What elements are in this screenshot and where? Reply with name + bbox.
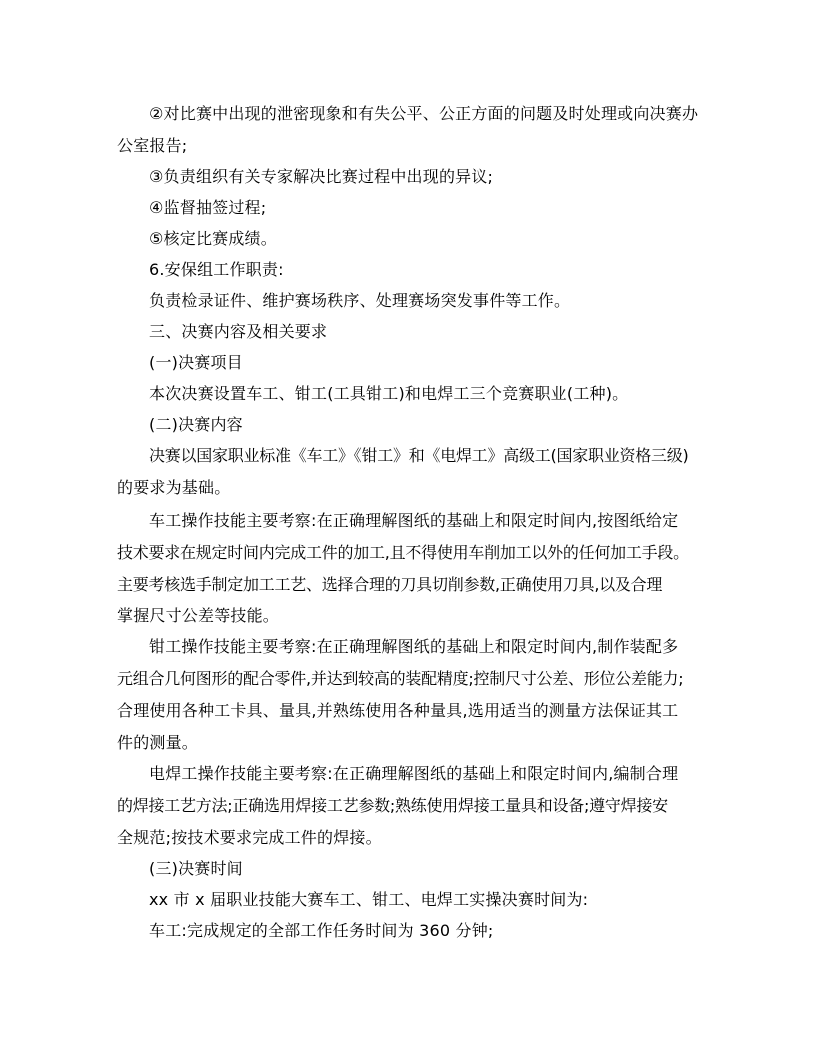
paragraph-line: ⑤核定比赛成绩。 <box>149 229 277 248</box>
paragraph-line: xx 市 x 届职业技能大赛车工、钳工、电焊工实操决赛时间为: <box>149 890 589 909</box>
section-heading: 三、决赛内容及相关要求 <box>149 322 328 341</box>
paragraph-line: 的要求为基础。 <box>117 478 231 497</box>
paragraph-line: 负责检录证件、维护赛场秩序、处理赛场突发事件等工作。 <box>149 291 571 310</box>
paragraph-line: ④监督抽签过程; <box>149 198 267 217</box>
section-heading: 6.安保组工作职责: <box>149 260 284 279</box>
paragraph-line: 件的测量。 <box>117 733 199 752</box>
paragraph-line: 钳工操作技能主要考察:在正确理解图纸的基础上和限定时间内,制作装配多 <box>149 637 679 656</box>
paragraph-line: 本次决赛设置车工、钳工(工具钳工)和电焊工三个竞赛职业(工种)。 <box>149 384 629 403</box>
paragraph-line: 电焊工操作技能主要考察:在正确理解图纸的基础上和限定时间内,编制合理 <box>149 764 679 783</box>
subsection-heading: (三)决赛时间 <box>149 859 243 878</box>
paragraph-line: 的焊接工艺方法;正确选用焊接工艺参数;熟练使用焊接工量具和设备;遵守焊接安 <box>117 796 668 815</box>
paragraph-line: 元组合几何图形的配合零件,并达到较高的装配精度;控制尺寸公差、形位公差能力; <box>117 669 684 688</box>
paragraph-line: 决赛以国家职业标准《车工》《钳工》和《电焊工》高级工(国家职业资格三级) <box>149 446 689 465</box>
paragraph-line: 合理使用各种工卡具、量具,并熟练使用各种量具,选用适当的测量方法保证其工 <box>117 701 679 720</box>
paragraph-line: 车工操作技能主要考察:在正确理解图纸的基础上和限定时间内,按图纸给定 <box>149 511 679 530</box>
paragraph-line: 车工:完成规定的全部工作任务时间为 360 分钟; <box>149 921 494 940</box>
paragraph-line: 全规范;按技术要求完成工件的焊接。 <box>117 828 382 847</box>
paragraph-line: 掌握尺寸公差等技能。 <box>117 606 280 625</box>
paragraph-line: 技术要求在规定时间内完成工件的加工,且不得使用车削加工以外的任何加工手段。 <box>117 543 689 562</box>
paragraph-line: 公室报告; <box>117 136 188 155</box>
paragraph-line: ②对比赛中出现的泄密现象和有失公平、公正方面的问题及时处理或向决赛办 <box>149 104 699 123</box>
paragraph-line: ③负责组织有关专家解决比赛过程中出现的异议; <box>149 167 494 186</box>
paragraph-line: 主要考核选手制定加工工艺、选择合理的刀具切削参数,正确使用刀具,以及合理 <box>117 575 663 594</box>
subsection-heading: (二)决赛内容 <box>149 415 243 434</box>
subsection-heading: (一)决赛项目 <box>149 353 243 372</box>
